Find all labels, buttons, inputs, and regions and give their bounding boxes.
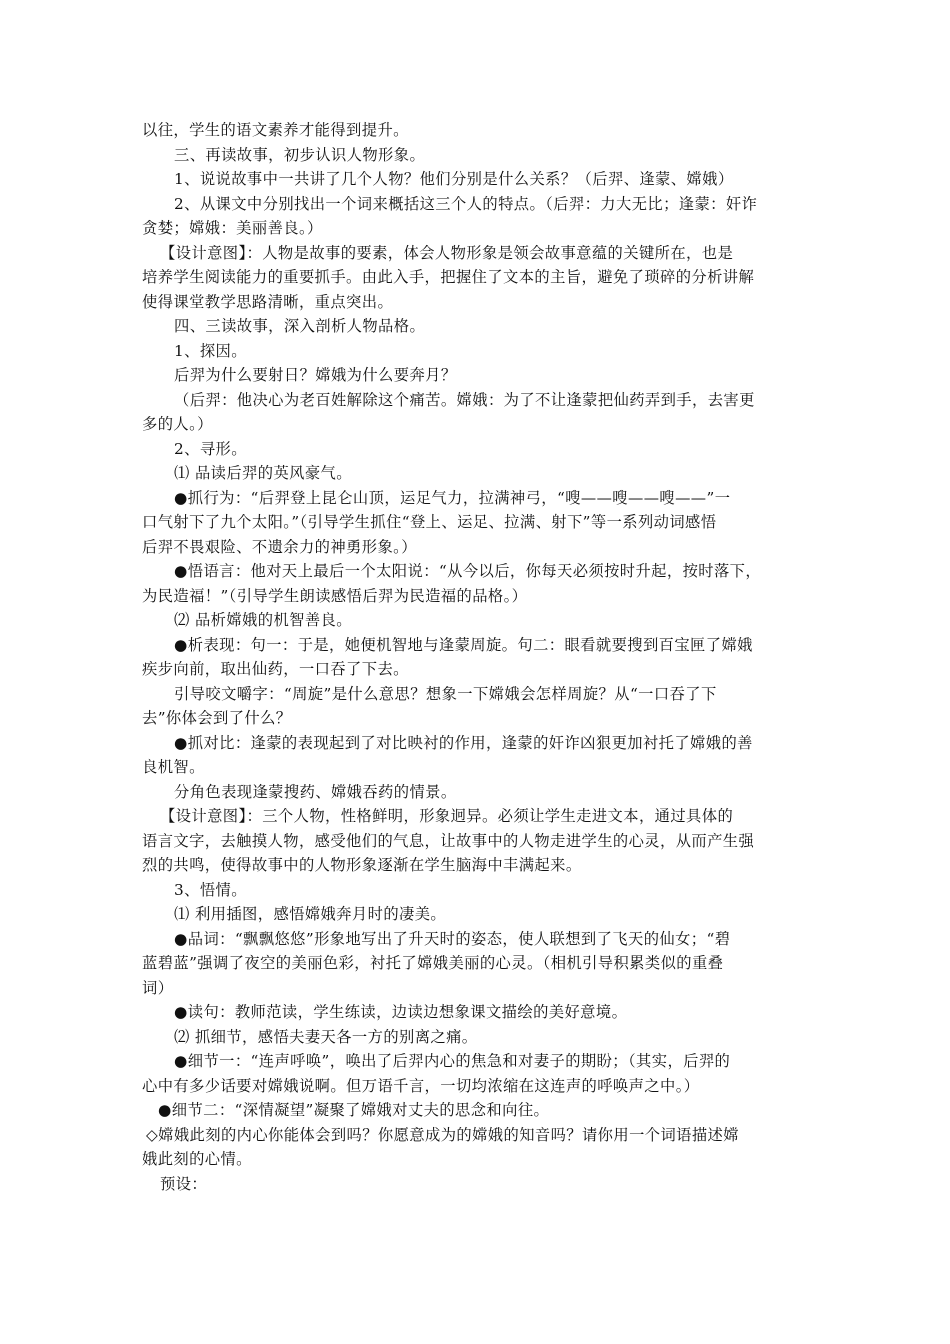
text-line: 1、探因。 <box>174 341 247 360</box>
text-line: ●品词：“飘飘悠悠”形象地写出了升天时的姿态，使人联想到了飞天的仙女；“碧 <box>174 929 731 948</box>
text-line: 2、从课文中分别找出一个词来概括这三个人的特点。（后羿：力大无比；逢蒙：奸诈 <box>174 194 758 213</box>
text-line: 疾步向前，取出仙药，一口吞了下去。 <box>142 660 409 678</box>
text-line: 心中有多少话要对嫦娥说啊。但万语千言，一切均浓缩在这连声的呼唤声之中。） <box>142 1076 700 1095</box>
text-line: 蓝碧蓝”强调了夜空的美丽色彩，衬托了嫦娥美丽的心灵。（相机引导积累类似的重叠 <box>142 954 724 972</box>
text-line: 多的人。） <box>142 415 213 433</box>
text-line: 引导咬文嚼字：“周旋”是什么意思？想象一下嫦娥会怎样周旋？从“一口吞了下 <box>174 684 717 703</box>
text-line: 以往，学生的语文素养才能得到提升。 <box>142 121 409 139</box>
text-line: ⑵ 抓细节，感悟夫妻天各一方的别离之痛。 <box>174 1027 478 1046</box>
text-line: 娥此刻的心情。 <box>142 1150 252 1168</box>
text-line: ⑵ 品析嫦娥的机智善良。 <box>174 611 352 629</box>
text-line: 【设计意图】：三个人物，性格鲜明，形象迥异。必须让学生走进文本，通过具体的 <box>160 807 734 825</box>
text-line: 3、悟情。 <box>174 880 247 899</box>
text-line: 贪婪；嫦娥：美丽善良。） <box>142 219 323 237</box>
text-line: 预设： <box>160 1174 208 1193</box>
text-line: 1、说说故事中一共讲了几个人物？他们分别是什么关系？（后羿、逢蒙、嫦娥） <box>174 170 734 188</box>
text-line: 后羿为什么要射日？嫦娥为什么要奔月？ <box>174 366 457 384</box>
text-line: ⑴ 品读后羿的英风豪气。 <box>174 464 352 482</box>
text-line: ●细节二：“深情凝望”凝聚了嫦娥对丈夫的思念和向往。 <box>158 1101 550 1119</box>
text-line: 去”你体会到了什么？ <box>142 709 292 727</box>
text-line: 烈的共鸣，使得故事中的人物形象逐渐在学生脑海中丰满起来。 <box>142 856 582 874</box>
text-line: ●读句：教师范读，学生练读，边读边想象课文描绘的美好意境。 <box>174 1003 628 1021</box>
text-line: 语言文字，去触摸人物，感受他们的气息，让故事中的人物走进学生的心灵，从而产生强 <box>142 831 755 850</box>
text-line: ●悟语言：他对天上最后一个太阳说：“从今以后，你每天必须按时升起，按时落下， <box>174 562 762 580</box>
document-body <box>142 118 812 1196</box>
text-line: 口气射下了九个太阳。”（引导学生抓住“登上、运足、拉满、射下”等一系列动词感悟 <box>142 513 717 531</box>
text-line: 良机智。 <box>142 758 205 776</box>
text-line: 四、三读故事，深入剖析人物品格。 <box>174 317 426 335</box>
text-line: ⑴ 利用插图，感悟嫦娥奔月时的凄美。 <box>174 905 447 923</box>
text-line: 培养学生阅读能力的重要抓手。由此入手，把握住了文本的主旨，避免了琐碎的分析讲解 <box>142 268 755 286</box>
text-line: 使得课堂教学思路清晰，重点突出。 <box>142 292 394 311</box>
text-line: 后羿不畏艰险、不遗余力的神勇形象。） <box>142 537 417 556</box>
text-line: 2、寻形。 <box>174 439 247 458</box>
text-line: ●析表现：句一：于是，她便机智地与逢蒙周旋。句二：眼看就要搜到百宝匣了嫦娥 <box>174 635 753 654</box>
text-line: 词） <box>142 978 174 997</box>
text-line: 分角色表现逢蒙搜药、嫦娥吞药的情景。 <box>174 782 457 801</box>
text-line: ●细节一：“连声呼唤”，唤出了后羿内心的焦急和对妻子的期盼；（其实，后羿的 <box>174 1052 731 1070</box>
text-line: ◇嫦娥此刻的内心你能体会到吗？你愿意成为的嫦娥的知音吗？请你用一个词语描述嫦 <box>146 1125 739 1144</box>
text-line: ●抓行为：“后羿登上昆仑山顶，运足气力，拉满神弓，“嗖——嗖——嗖——”一 <box>174 488 731 507</box>
text-line: 三、再读故事，初步认识人物形象。 <box>174 145 426 164</box>
text-line: （后羿：他决心为老百姓解除这个痛苦。嫦娥：为了不让逢蒙把仙药弄到手，去害更 <box>174 390 755 409</box>
text-line: 【设计意图】：人物是故事的要素，体会人物形象是领会故事意蕴的关键所在，也是 <box>160 243 734 262</box>
text-line: 为民造福！”（引导学生朗读感悟后羿为民造福的品格。） <box>142 586 528 605</box>
text-line: ●抓对比：逢蒙的表现起到了对比映衬的作用，逢蒙的奸诈凶狠更加衬托了嫦娥的善 <box>174 733 753 752</box>
